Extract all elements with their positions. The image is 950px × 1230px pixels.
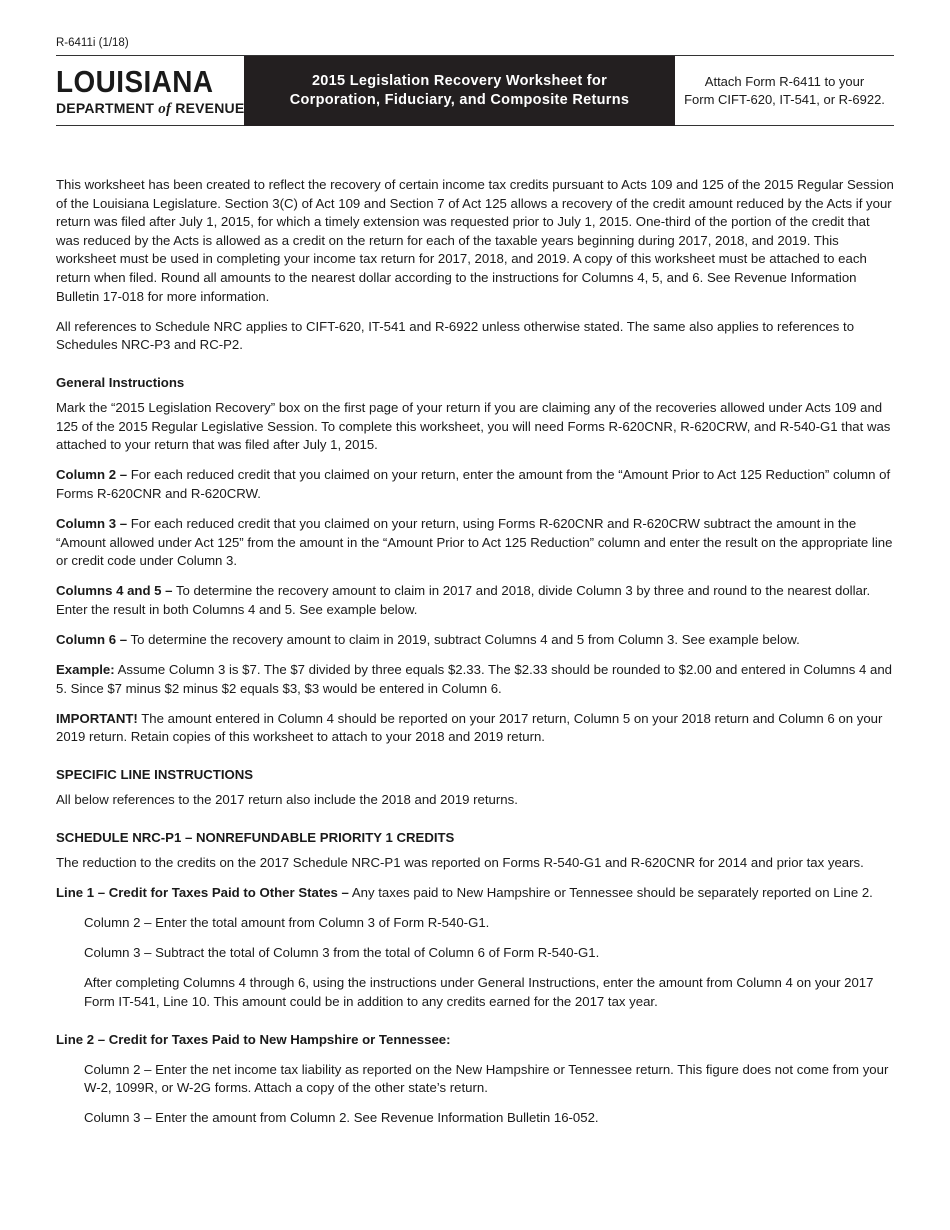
line-1-column-3: Column 3 – Subtract the total of Column 3 from the total of Column 6 of Form R-540-G1.	[84, 944, 600, 960]
title-line-2: Corporation, Fiduciary, and Composite Returns	[289, 92, 630, 108]
important-paragraph: IMPORTANT! The amount entered in Column 4 should be reported on your 2017 return, Column 5 on your 2018 return and Column 6 on your 2019 return. Retain copies of this worksheet to attach to your 2018 and 2019 return.	[56, 710, 883, 745]
logo-sub-text: DEPARTMENT of REVENUE	[56, 100, 245, 117]
general-instructions-heading: General Instructions	[56, 375, 185, 391]
schedule-nrc-p1-heading: SCHEDULE NRC-P1 – NONREFUNDABLE PRIORITY 1 CREDITS	[56, 830, 455, 846]
specific-line-instructions-heading: SPECIFIC LINE INSTRUCTIONS	[56, 767, 254, 783]
column-3-instruction: Column 3 – For each reduced credit that you claimed on your return, using Forms R-620CNR and R-620CRW subtract the amount in the “Amount allowed under Act 125” from the amount in the “Amount Prior to Act 125 Reduction” column and enter the result on the appropriate line or credit code under Column 3.	[56, 515, 893, 569]
line-1-column-2: Column 2 – Enter the total amount from Column 3 of Form R-540-G1.	[84, 914, 490, 930]
specific-paragraph: All below references to the 2017 return also include the 2018 and 2019 returns.	[56, 791, 518, 807]
example-paragraph: Example: Assume Column 3 is $7. The $7 divided by three equals $2.33. The $2.33 should be rounded to $2.00 and entered in Columns 4 and 5. Since $7 minus $2 minus $2 equals $3, $3 would be entered in Column 6.	[56, 661, 893, 696]
line-2-heading: Line 2 – Credit for Taxes Paid to New Hampshire or Tennessee:	[56, 1031, 451, 1047]
attach-instructions	[675, 56, 894, 126]
logo-main-text: LOUISIANA	[56, 64, 214, 99]
instructions-body	[56, 176, 896, 1140]
column-2-instruction: Column 2 – For each reduced credit that you claimed on your return, enter the amount from the “Amount Prior to Act 125 Reduction” column of Forms R-620CNR and R-620CRW.	[56, 467, 891, 501]
header	[56, 55, 894, 126]
general-paragraph: Mark the “2015 Legislation Recovery” box on the first page of your return if you are claiming any of the recoveries allowed under Acts 109 and 125 of the 2015 Regular Legislative Session. To complete this worksheet, you will need Forms R-620CNR, R-620CRW, and R-540-G1 that was attached to your return that was filed after July 1, 2015.	[56, 399, 891, 453]
intro-paragraph: This worksheet has been created to reflect the recovery of certain income tax credits pursuant to Acts 109 and 125 of the 2015 Regular Session of the Louisiana Legislature. Section 3(C) of Act 109 and Section 7 of Act 125 allows a recovery of the credit amount reduced by the Acts if your return was filed after July 1, 2015, for which a timely extension was requested prior to July 1, 2015. One-third of the portion of the credit that was reduced by the Acts is allowed as a credit on the return for each of the taxable years beginning during 2017, 2018, and 2019. This worksheet must be used in completing your income tax return for 2017, 2018, and 2019. A copy of this worksheet must be attached to each return when filed. Round all amounts to the nearest dollar according to the instructions for Columns 4, 5, and 6. See Revenue Information Bulletin 17-018 for more information.	[56, 177, 894, 304]
line-2-column-2: Column 2 – Enter the net income tax liability as reported on the New Hampshire or Tennessee return. This figure does not come from your W-2, 1099R, or W-2G forms. Attach a copy of the other state’s return.	[84, 1061, 889, 1096]
nrc-p1-paragraph: The reduction to the credits on the 2017 Schedule NRC-P1 was reported on Forms R-540-G1 and R-620CNR for 2014 and prior tax years.	[56, 854, 864, 870]
attach-line-2: Form CIFT-620, IT-541, or R-6922.	[684, 92, 885, 107]
column-6-instruction: Column 6 – To determine the recovery amount to claim in 2019, subtract Columns 4 and 5 from Column 3. See example below.	[56, 631, 800, 647]
attach-line-1: Attach Form R-6411 to your	[704, 74, 865, 89]
title-line-1: 2015 Legislation Recovery Worksheet for	[311, 73, 608, 89]
line-1-after-text: After completing Columns 4 through 6, using the instructions under General Instructions, enter the amount from Column 4 on your 2017 Form IT-541, Line 10. This amount could be in addition to any credits earned for the 2017 tax year.	[84, 975, 874, 1009]
louisiana-dor-logo	[56, 56, 244, 126]
line-1-instruction: Line 1 – Credit for Taxes Paid to Other States – Any taxes paid to New Hampshire or Tennessee should be separately reported on Line 2.	[56, 884, 873, 900]
columns-4-5-instruction: Columns 4 and 5 – To determine the recovery amount to claim in 2017 and 2018, divide Column 3 by three and round to the nearest dollar. Enter the result in both Columns 4 and 5. See example below.	[56, 583, 871, 617]
worksheet-title	[244, 56, 675, 126]
form-id: R-6411i (1/18)	[56, 37, 129, 49]
references-paragraph: All references to Schedule NRC applies to CIFT-620, IT-541 and R-6922 unless otherwise stated. The same also applies to references to Schedules NRC-P3 and RC-P2.	[56, 318, 855, 353]
line-2-column-3: Column 3 – Enter the amount from Column 2. See Revenue Information Bulletin 16-052.	[84, 1110, 599, 1126]
